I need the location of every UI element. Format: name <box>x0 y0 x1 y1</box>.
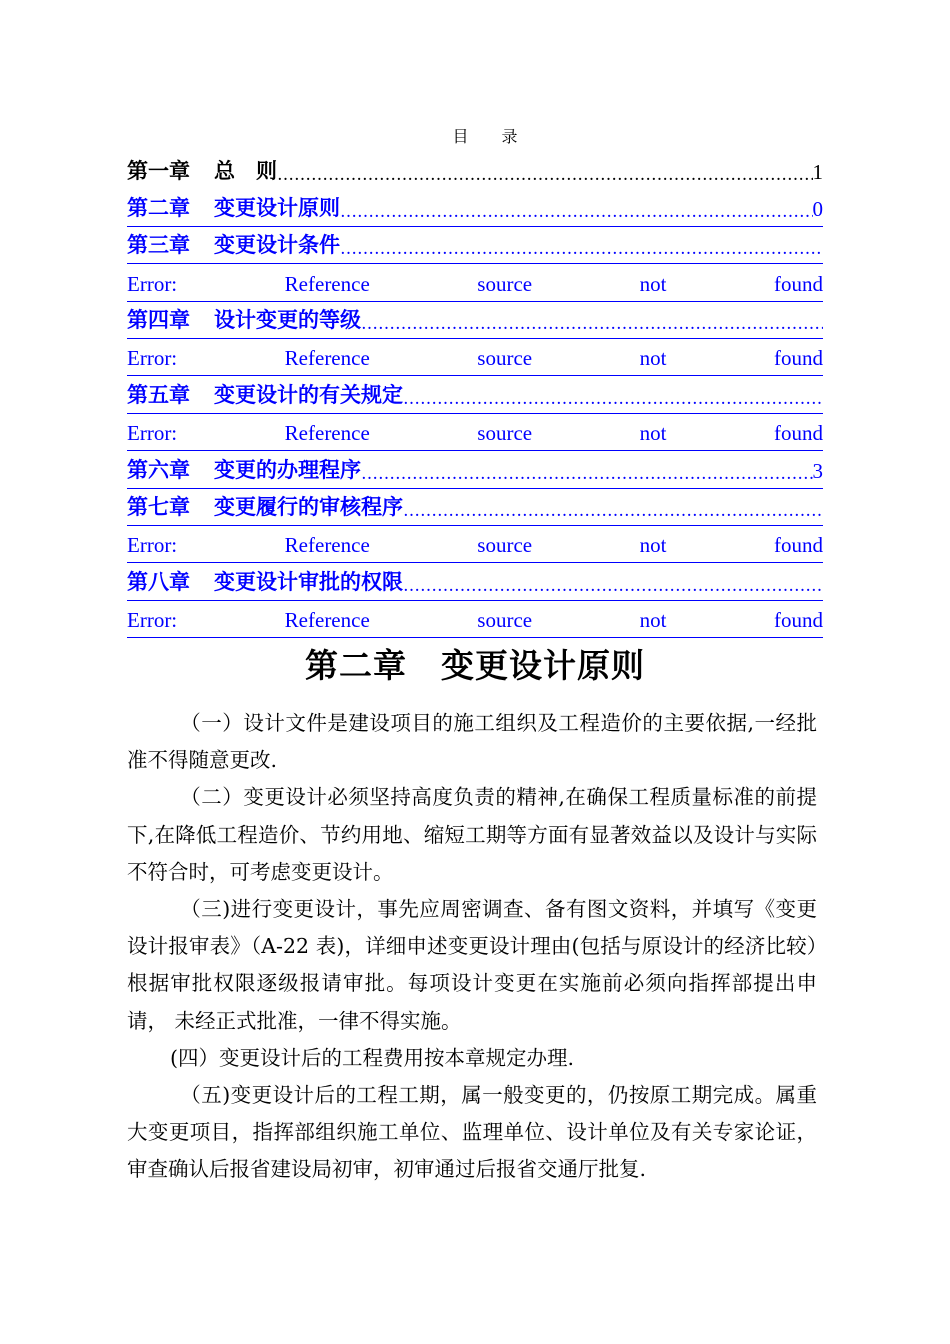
error-word: source <box>477 421 533 446</box>
error-word: Error: <box>127 533 178 558</box>
toc-chapter-title: 变更设计审批的权限 <box>214 569 403 594</box>
toc-leader-dots <box>361 314 823 334</box>
error-word: Reference <box>284 421 370 446</box>
paragraph-1: （一）设计文件是建设项目的施工组织及工程造价的主要依据,一经批准不得随意更改. <box>127 711 817 773</box>
toc-chapter-title: 变更的办理程序 <box>214 457 361 482</box>
error-word: found <box>773 271 823 296</box>
toc-chapter-number: 第一章 <box>127 159 190 184</box>
table-of-contents <box>127 152 823 638</box>
toc-reference-error[interactable] <box>127 526 823 563</box>
error-word: source <box>477 533 533 558</box>
error-word: source <box>477 271 533 296</box>
toc-entry-chapter-5[interactable] <box>127 376 823 413</box>
toc-leader-dots <box>340 239 823 259</box>
toc-page-number: 0 <box>812 196 823 221</box>
toc-page-number: 3 <box>812 458 823 483</box>
error-word: Reference <box>284 271 370 296</box>
toc-entry-chapter-4[interactable] <box>127 302 823 339</box>
error-word: source <box>477 346 533 371</box>
paragraph-3: （三)进行变更设计，事先应周密调查、备有图文资料，并填写《变更设计报审表》（A-22 表)，详细申述变更设计理由(包括与原设计的经济比较）根据审批权限逐级报请审批。每项设计变更在实施前必须向指挥部提出申请， 未经正式批准，一律不得实施。 <box>127 897 817 1033</box>
paragraph-2: （二）变更设计必须坚持高度负责的精神,在确保工程质量标准的前提下,在降低工程造价、节约用地、缩短工期等方面有显著效益以及设计与实际不符合时，可考虑变更设计。 <box>127 785 817 884</box>
toc-entry-chapter-8[interactable] <box>127 563 823 600</box>
toc-chapter-number: 第八章 <box>127 569 190 594</box>
paragraph-5: （五)变更设计后的工程工期，属一般变更的，仍按原工期完成。属重大变更项目，指挥部组织施工单位、监理单位、设计单位及有关专家论证，审查确认后报省建设局初审，初审通过后报省交通厅批复. <box>127 1083 817 1182</box>
error-word: Error: <box>127 346 178 371</box>
error-word: found <box>773 421 823 446</box>
toc-chapter-number: 第六章 <box>127 457 190 482</box>
toc-chapter-title: 变更设计条件 <box>214 233 340 258</box>
error-word: Reference <box>284 608 370 633</box>
toc-entry-chapter-7[interactable] <box>127 489 823 526</box>
toc-leader-dots <box>403 501 823 521</box>
toc-chapter-title: 变更设计原则 <box>214 195 340 220</box>
toc-chapter-title: 总 则 <box>214 159 277 184</box>
error-word: not <box>639 346 667 371</box>
toc-leader-dots <box>403 389 823 409</box>
error-word: not <box>639 271 667 296</box>
paragraph-4: (四）变更设计后的工程费用按本章规定办理. <box>170 1045 575 1070</box>
error-word: Reference <box>284 346 370 371</box>
error-word: found <box>773 608 823 633</box>
toc-leader-dots <box>277 165 813 185</box>
error-word: not <box>639 533 667 558</box>
toc-entry-chapter-1 <box>127 152 823 189</box>
toc-chapter-number: 第四章 <box>127 307 190 332</box>
error-word: Error: <box>127 421 178 446</box>
toc-chapter-number: 第二章 <box>127 195 190 220</box>
error-word: Error: <box>127 271 178 296</box>
error-word: found <box>773 533 823 558</box>
toc-reference-error[interactable] <box>127 339 823 376</box>
toc-reference-error[interactable] <box>127 414 823 451</box>
toc-entry-chapter-6[interactable] <box>127 451 823 488</box>
toc-leader-dots <box>340 202 813 222</box>
error-word: Error: <box>127 608 178 633</box>
error-word: found <box>773 346 823 371</box>
error-word: source <box>477 608 533 633</box>
toc-entry-chapter-2[interactable] <box>127 189 823 226</box>
toc-chapter-title: 设计变更的等级 <box>214 307 361 332</box>
toc-reference-error[interactable] <box>127 264 823 301</box>
toc-leader-dots <box>403 576 823 596</box>
toc-leader-dots <box>361 464 813 484</box>
toc-page-number: 1 <box>812 160 823 185</box>
toc-title: 目 录 <box>452 127 532 146</box>
error-word: Reference <box>284 533 370 558</box>
chapter-heading: 第二章 变更设计原则 <box>305 646 645 685</box>
chapter-body <box>127 705 817 1189</box>
toc-chapter-title: 变更设计的有关规定 <box>214 382 403 407</box>
toc-chapter-number: 第三章 <box>127 233 190 258</box>
error-word: not <box>639 608 667 633</box>
error-word: not <box>639 421 667 446</box>
toc-chapter-number: 第五章 <box>127 382 190 407</box>
toc-reference-error[interactable] <box>127 601 823 638</box>
toc-entry-chapter-3[interactable] <box>127 227 823 264</box>
toc-chapter-title: 变更履行的审核程序 <box>214 494 403 519</box>
toc-chapter-number: 第七章 <box>127 494 190 519</box>
